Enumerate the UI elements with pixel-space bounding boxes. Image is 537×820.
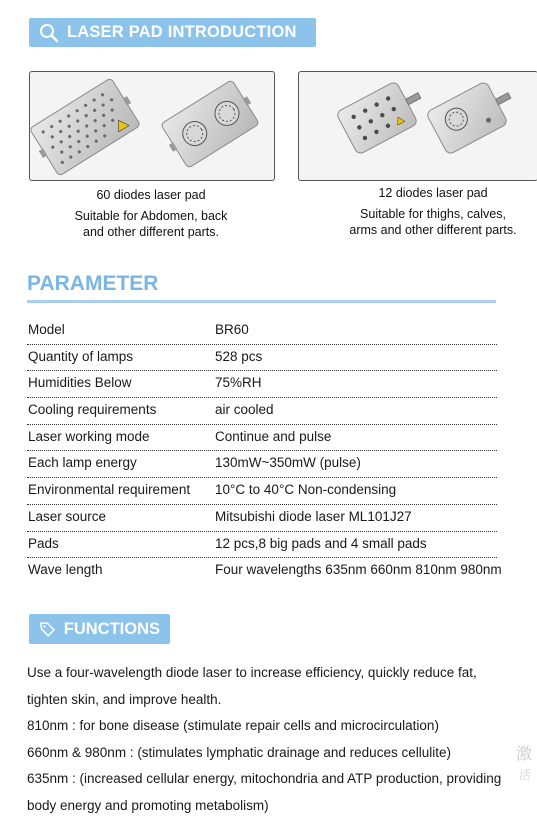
param-label: Humidities Below bbox=[28, 375, 132, 391]
table-row bbox=[27, 371, 497, 398]
pad-description-line: Suitable for Abdomen, back bbox=[74, 209, 228, 223]
pad-description-line: Suitable for thighs, calves, bbox=[360, 207, 506, 221]
param-label: Laser working mode bbox=[28, 428, 150, 444]
param-value: 75%RH bbox=[215, 375, 262, 391]
param-label: Laser source bbox=[28, 508, 107, 524]
table-row bbox=[27, 558, 502, 585]
table-row bbox=[27, 398, 497, 425]
param-value: Four wavelengths 635nm 660nm 810nm 980nm bbox=[215, 562, 502, 578]
laser-pad-intro-title: LASER PAD INTRODUCTION bbox=[67, 23, 297, 41]
functions-line: Use a four-wavelength diode laser to increase efficiency, quickly reduce fat, bbox=[27, 665, 477, 680]
pad-description-line: arms and other different parts. bbox=[349, 223, 517, 237]
pad-image-60-diodes bbox=[29, 71, 275, 181]
table-row bbox=[27, 478, 497, 505]
param-value: 528 pcs bbox=[215, 348, 263, 364]
param-value: 10°C to 40°C Non-condensing bbox=[215, 482, 397, 498]
parameter-title-rule bbox=[27, 300, 496, 303]
functions-line: 810nm : for bone disease (stimulate repair cells and microcirculation) bbox=[27, 718, 439, 734]
search-icon bbox=[39, 23, 59, 43]
watermark-text-2: 活 bbox=[519, 768, 532, 782]
param-value: 130mW~350mW (pulse) bbox=[215, 455, 361, 471]
param-value: 12 pcs,8 big pads and 4 small pads bbox=[215, 535, 427, 551]
table-row bbox=[27, 318, 497, 345]
pad-title: 12 diodes laser pad bbox=[378, 186, 488, 200]
watermark-text: 激 bbox=[516, 746, 533, 763]
table-row bbox=[27, 425, 497, 452]
functions-line: body energy and promoting metabolism) bbox=[27, 797, 269, 813]
functions-title: FUNCTIONS bbox=[63, 619, 160, 638]
laser-pad-60-illustration bbox=[30, 72, 274, 180]
functions-line: tighten skin, and improve health. bbox=[27, 691, 222, 707]
table-row bbox=[27, 505, 497, 532]
tag-icon bbox=[39, 619, 56, 639]
laser-pad-12-illustration bbox=[299, 72, 537, 180]
pad-title: 60 diodes laser pad bbox=[96, 188, 206, 202]
param-label: Quantity of lamps bbox=[28, 348, 134, 364]
functions-description bbox=[27, 660, 527, 820]
pad-image-12-diodes bbox=[298, 71, 537, 181]
functions-line: 660nm & 980nm : (stimulates lymphatic drainage and reduces cellulite) bbox=[27, 744, 451, 760]
laser-pad-intro-badge bbox=[29, 18, 316, 47]
param-value: BR60 bbox=[215, 322, 249, 337]
param-value: air cooled bbox=[215, 402, 274, 418]
table-row bbox=[27, 345, 497, 372]
param-value: Mitsubishi diode laser ML101J27 bbox=[215, 508, 412, 524]
table-row bbox=[27, 532, 497, 559]
param-value: Continue and pulse bbox=[215, 428, 332, 444]
table-row bbox=[27, 451, 497, 478]
param-label: Each lamp energy bbox=[28, 455, 137, 471]
functions-line: 635nm : (increased cellular energy, mitochondria and ATP production, providing bbox=[27, 771, 502, 787]
parameter-title: PARAMETER bbox=[27, 272, 159, 295]
pad-caption-60 bbox=[29, 187, 273, 240]
param-label: Pads bbox=[28, 535, 59, 551]
param-label: Environmental requirement bbox=[28, 482, 191, 498]
param-label: Cooling requirements bbox=[28, 402, 157, 418]
param-label: Wave length bbox=[28, 562, 103, 578]
pad-description-line: and other different parts. bbox=[83, 225, 219, 239]
param-label: Model bbox=[28, 322, 65, 337]
parameter-table bbox=[27, 318, 502, 585]
functions-badge bbox=[29, 614, 170, 644]
pad-caption-12 bbox=[298, 185, 537, 238]
